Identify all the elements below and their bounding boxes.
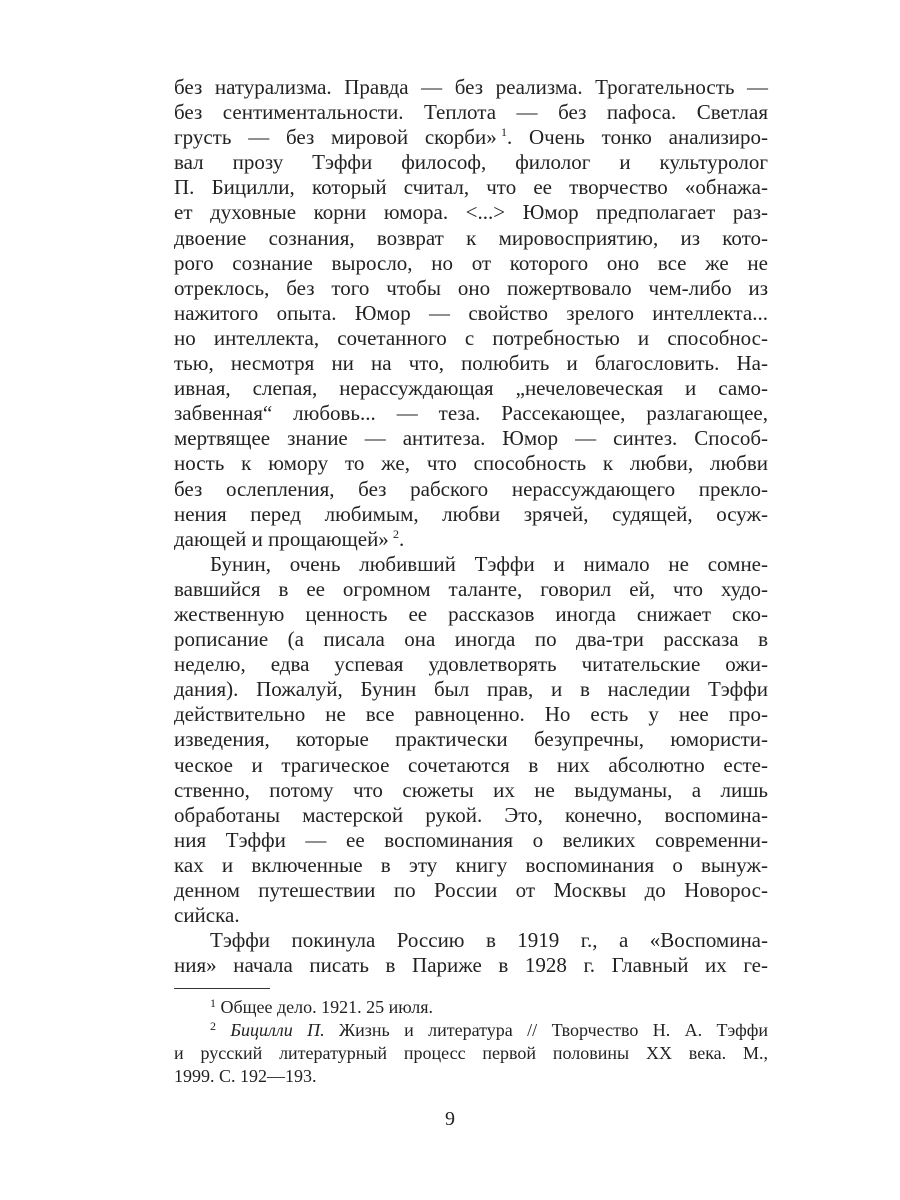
text-line (174, 853, 768, 878)
footnote-ref[interactable]: 2 (393, 526, 400, 541)
text-line (174, 602, 768, 627)
text-line (174, 150, 768, 175)
line-text: нения перед любимым, любви зрячей, судящей, осуж- (174, 501, 768, 526)
line-text: ность к юмору то же, что способность к любви, любви (174, 451, 768, 476)
text-line (174, 527, 768, 552)
line-text: рого сознание выросло, но от которого оно все же не (174, 250, 768, 275)
line-text: грусть — без мировой скорби» (174, 125, 497, 150)
text-line (174, 175, 768, 200)
line-text: без ослепления, без рабского нерассуждающего преклo- (174, 476, 768, 501)
line-text: ках и включенные в эту книгу воспоминания о вынуж- (174, 852, 768, 877)
footnote-line (174, 996, 768, 1019)
text-line (174, 351, 768, 376)
line-text: но интеллекта, сочетанного с потребностью и способнос- (174, 325, 768, 350)
text-line (174, 276, 768, 301)
line-text: нажитого опыта. Юмор — свойство зрелого интеллекта... (174, 300, 768, 325)
line-text: денном путешествии по России от Москвы до Новорос- (174, 878, 768, 902)
footnote-text: Жизнь и литература // Творчество Н. А. Тэффи (339, 1020, 768, 1040)
footnote-number: 2 (210, 1019, 216, 1033)
line-text: изведения, которые практически безупречны, юмористи- (174, 727, 768, 752)
text-line (174, 652, 768, 677)
line-text: рописание (а писала она иногда по два-три рассказа в (174, 627, 768, 652)
text-line (174, 753, 768, 778)
text-line (174, 828, 768, 853)
text-line (174, 903, 768, 928)
text-line (174, 502, 768, 527)
line-text: мертвящее знание — антитеза. Юмор — синтез. Способ- (174, 426, 768, 451)
text-line (174, 953, 768, 978)
text-line (174, 878, 768, 903)
line-text: П. Бицилли, который считал, что ее творчество «обнажа- (174, 175, 768, 200)
text-line (174, 125, 768, 150)
line-text: Тэффи покинула Россию в 1919 г., а «Воспомина- (210, 928, 768, 953)
text-line (174, 552, 768, 577)
line-text: ческое и трагическое сочетаются в них абсолютно есте- (174, 752, 768, 777)
line-text: действительно не все равноценно. Но есть у нее про- (174, 702, 768, 727)
text-line (174, 702, 768, 727)
text-line (174, 778, 768, 803)
line-text: ственно, потому что сюжеты их не выдуманы, а лишь (174, 777, 768, 802)
line-text: дающей и прощающей» (174, 526, 389, 551)
line-text: отреклось, без того чтобы оно пожертвовало чем-либо из (174, 275, 768, 300)
line-text: вал прозу Тэффи философ, филолог и культуролог (174, 150, 768, 175)
line-text: неделю, едва успевая удовлетворять читательские ожи- (174, 652, 768, 677)
line-text: ния Тэффи — ее воспоминания о великих современни- (174, 827, 768, 852)
footnote-text: Общее дело. 1921. 25 июля. (220, 997, 434, 1017)
text-line (174, 326, 768, 351)
text-line (174, 803, 768, 828)
text-line (174, 376, 768, 401)
text-line (174, 251, 768, 276)
line-text: вавшийся в ее огромном таланте, говорил ей, что худо- (174, 576, 768, 601)
footnote-author: Бицилли П. (230, 1020, 325, 1040)
text-line (174, 928, 768, 953)
line-text: дания). Пожалуй, Бунин был прав, и в наследии Тэффи (174, 677, 768, 702)
page-number: 9 (445, 1108, 455, 1130)
footnote-text: и русский литературный процесс первой половины XX века. М., (174, 1043, 768, 1063)
footnote-line (174, 1065, 768, 1088)
line-text: ет духовные корни юмора. <...> Юмор предполагает раз- (174, 200, 768, 225)
line-text: . (399, 526, 405, 551)
text-line (174, 100, 768, 125)
text-line (174, 401, 768, 426)
text-line (174, 677, 768, 702)
text-line (174, 727, 768, 752)
line-text: обработаны мастерской рукой. Это, конечно, воспомина- (174, 802, 768, 827)
line-text: сийска. (174, 903, 240, 928)
footnotes (174, 996, 768, 1088)
footnote-text: 1999. С. 192—193. (174, 1066, 317, 1086)
text-line (174, 477, 768, 502)
footnote-number: 1 (210, 996, 216, 1010)
line-text: ния» начала писать в Париже в 1928 г. Главный их ге- (174, 953, 768, 978)
line-text: тью, несмотря ни на что, полюбить и благословить. На- (174, 351, 768, 376)
line-text: ивная, слепая, нерассуждающая „нечеловеческая и само- (174, 376, 768, 401)
text-line (174, 75, 768, 100)
footnote-line (174, 1019, 768, 1042)
line-text: двоение сознания, возврат к мировосприятию, из кото- (174, 225, 768, 250)
text-line (174, 301, 768, 326)
text-line (174, 200, 768, 225)
text-line (174, 451, 768, 476)
text-line (174, 627, 768, 652)
line-text: Бунин, очень любивший Тэффи и нимало не сомне- (210, 551, 768, 576)
footnote-divider (174, 988, 270, 989)
text-line (174, 577, 768, 602)
line-text: без натурализма. Правда — без реализма. Трогательность — (174, 75, 768, 99)
body-text (174, 75, 768, 978)
footnote-line (174, 1042, 768, 1065)
line-text: без сентиментальности. Теплота — без пафоса. Светлая (174, 100, 768, 125)
footnote-ref[interactable]: 1 (500, 125, 507, 140)
text-line (174, 426, 768, 451)
line-text: . Очень тонко анализиро- (506, 125, 768, 150)
line-text: забвенная“ любовь... — теза. Рассекающее, разлагающее, (174, 401, 768, 426)
line-text: жественную ценность ее рассказов иногда снижает ско- (174, 601, 768, 626)
text-line (174, 226, 768, 251)
